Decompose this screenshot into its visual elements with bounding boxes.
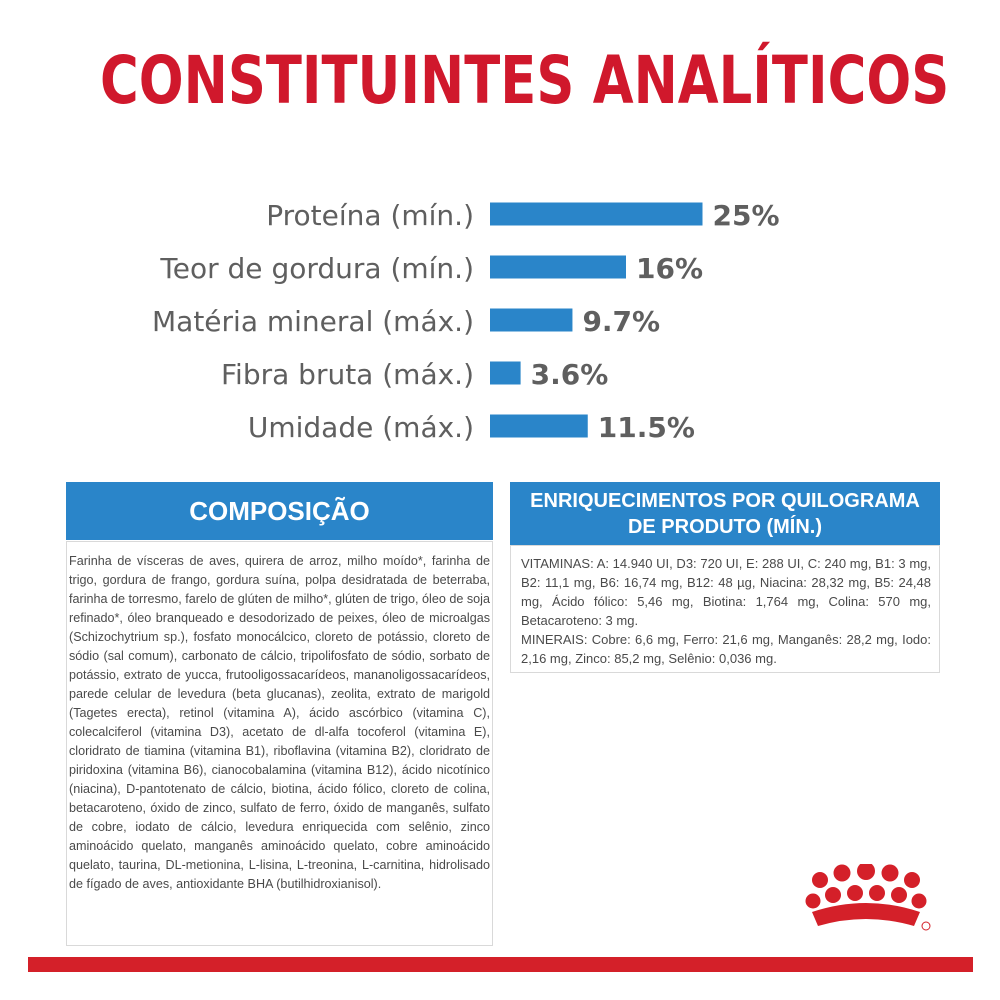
bar — [490, 362, 521, 385]
value-label: 25% — [712, 199, 780, 232]
enrichment-box — [510, 545, 940, 673]
category-label: Proteína (mín.) — [266, 199, 474, 232]
bar — [490, 415, 588, 438]
value-label: 11.5% — [597, 411, 695, 444]
composition-text: Farinha de vísceras de aves, quirera de arroz, milho moído*, farinha de trigo, gordura de frango, gordura suína, polpa desidratada de beterraba, farinha de torresmo, farelo de glúten de milho*, glúten de trigo, óleo de soja refinado*, óleo branqueado e desodorizado de peixes, óleo de microalgas (Schizochytrium sp.), fosfato monocálcico, cloreto de potássio, cloreto de sódio (sal comum), carbonato de cálcio, tripolifosfato de sódio, sorbato de potássio, extrato de yucca, frutooligossacarídeos, mananoligossacarídeos, parede celular de levedura (beta glucanas), zeolita, extrato de marigold (Tagetes erecta), retinol (vitamina A), ácido ascórbico (vitamina C), colecalciferol (vitamina D3), acetato de dl-alfa tocoferol (vitamina E), cloridrato de tiamina (vitamina B1), riboflavina (vitamina B2), cloridrato de piridoxina (vitamina B6), cianocobalamina (vitamina B12), ácido nicotínico (niacina), D-pantotenato de cálcio, biotina, ácido fólico, cloreto de colina, betacaroteno, óxido de zinco, sulfato de ferro, óxido de manganês, sulfato de cobre, iodato de cálcio, levedura enriquecida com selênio, zinco aminoácido quelato, manganês aminoácido quelato, cobre aminoácido quelato, taurina, DL-metionina, L-lisina, L-treonina, L-carnitina, hidrolisado de fígado de aves, antioxidante BHA (butilhidroxianisol). — [66, 541, 493, 946]
enrichment-heading: ENRIQUECIMENTOS POR QUILOGRAMA DE PRODUTO (MÍN.) — [510, 482, 940, 545]
category-label: Matéria mineral (máx.) — [152, 305, 474, 338]
category-label: Fibra bruta (máx.) — [220, 358, 474, 391]
vitamins-text: VITAMINAS: A: 14.940 UI, D3: 720 UI, E: 288 UI, C: 240 mg, B1: 3 mg, B2: 11,1 mg, B6: 16,74 mg, B12: 48 µg, Niacina: 28,32 mg, B5: 24,48 mg, Ácido fólico: 5,46 mg, Biotina: 1,764 mg, Colina: 570 mg, Betacaroteno: 3 mg. — [521, 556, 931, 628]
bar — [490, 309, 572, 332]
value-label: 3.6% — [530, 358, 609, 391]
bottom-bar — [28, 957, 973, 972]
bar — [490, 256, 626, 279]
crown-logo-icon — [802, 864, 932, 936]
page-title: CONSTITUINTES ANALÍTICOS — [100, 42, 950, 119]
bar — [490, 203, 703, 226]
value-label: 16% — [636, 252, 704, 285]
category-label: Umidade (máx.) — [247, 411, 474, 444]
composition-heading: COMPOSIÇÃO — [66, 482, 493, 540]
bar-chart — [0, 180, 1000, 460]
minerals-text: MINERAIS: Cobre: 6,6 mg, Ferro: 21,6 mg, Manganês: 28,2 mg, Iodo: 2,16 mg, Zinco: 85,2 mg, Selênio: 0,036 mg. — [521, 632, 931, 666]
value-label: 9.7% — [582, 305, 661, 338]
category-label: Teor de gordura (mín.) — [160, 252, 474, 285]
